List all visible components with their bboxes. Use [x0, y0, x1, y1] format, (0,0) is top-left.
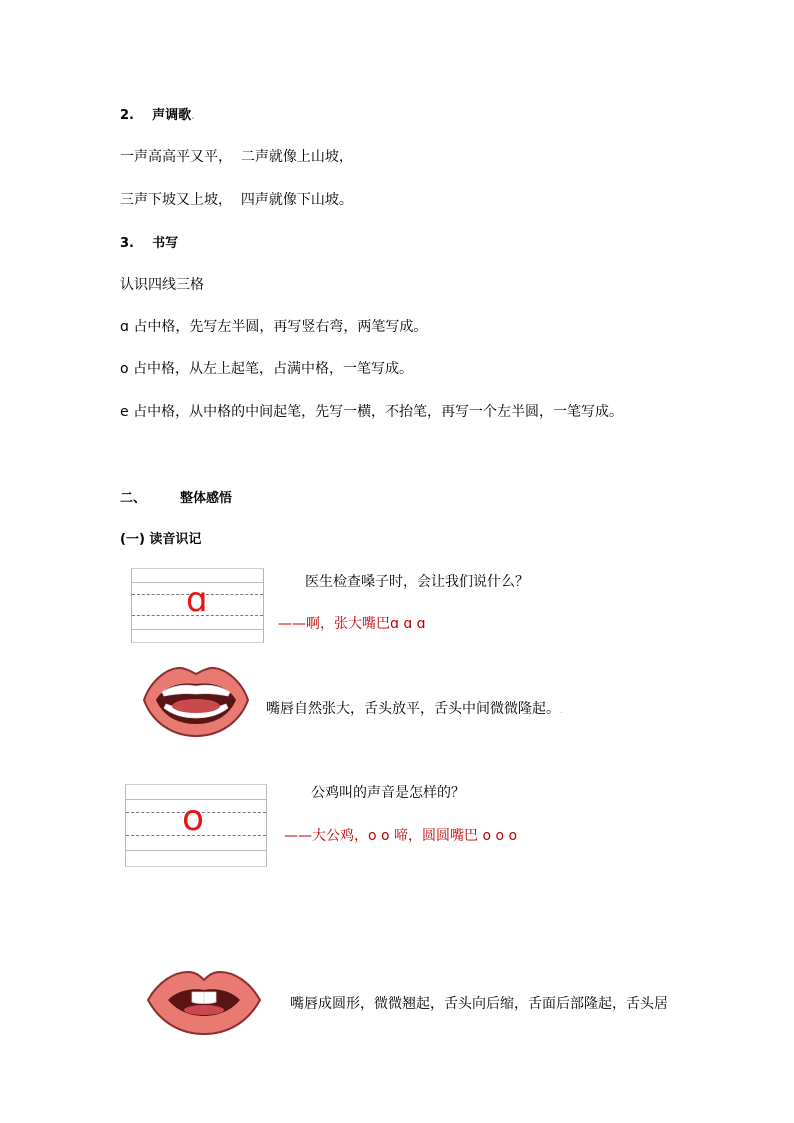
song-line-1 [120, 146, 353, 166]
four-line-grid-a [131, 568, 264, 643]
section-2-heading [120, 104, 195, 123]
stray-mark: . [560, 706, 563, 716]
writing-rule-a: ɑ 占中格，先写左半圆，再写竖右弯，两笔写成。 [120, 319, 428, 335]
part-title: 整体感悟 [180, 491, 233, 506]
mouth-desc-o: 嘴唇成圆形，微微翘起，舌头向后缩，舌面后部隆起，舌头居 [290, 996, 668, 1012]
section-3-heading [120, 232, 178, 251]
question-o: 公鸡叫的声音是怎样的？ [311, 785, 465, 801]
song-line-1b: 二声就像上山坡， [240, 149, 353, 165]
grid-line [132, 629, 263, 630]
section-number: 2. [120, 108, 134, 123]
stray-mark: . [191, 112, 195, 122]
round-mouth-image [134, 950, 274, 1054]
song-line-2a: 三声下坡又上坡， [120, 192, 232, 208]
answer-o: ——大公鸡，o o 啼，圆圆嘴巴 o o o [284, 828, 518, 844]
section-number: 3. [120, 236, 134, 251]
grid-line [126, 850, 266, 851]
section-title: 声调歌 [152, 108, 192, 123]
writing-intro: 认识四线三格 [120, 277, 204, 293]
letter-a: ɑ [186, 580, 208, 620]
song-line-2b: 四声就像下山坡。 [240, 192, 353, 208]
mouth-desc-a-text: 嘴唇自然张大，舌头放平，舌头中间微微隆起。 [266, 701, 560, 717]
open-mouth-image [140, 660, 252, 744]
letter-o: o [182, 798, 205, 839]
writing-rule-e: e 占中格，从中格的中间起笔，先写一横，不抬笔，再写一个左半圆，一笔写成。 [120, 404, 624, 420]
song-line-1a: 一声高高平又平， [120, 149, 232, 165]
answer-a: ——啊，张大嘴巴ɑ ɑ ɑ [278, 616, 426, 632]
song-line-2 [120, 189, 353, 209]
part-2-heading [120, 487, 232, 506]
writing-rule-o: o 占中格，从左上起笔，占满中格，一笔写成。 [120, 361, 414, 377]
section-title: 书写 [152, 236, 179, 251]
question-a: 医生检查嗓子时，会让我们说什么？ [305, 574, 529, 590]
part-number: 二、 [120, 491, 147, 506]
four-line-grid-o [125, 784, 267, 867]
mouth-desc-a [266, 698, 563, 718]
subsection-heading: (一) 读音识记 [120, 532, 202, 547]
